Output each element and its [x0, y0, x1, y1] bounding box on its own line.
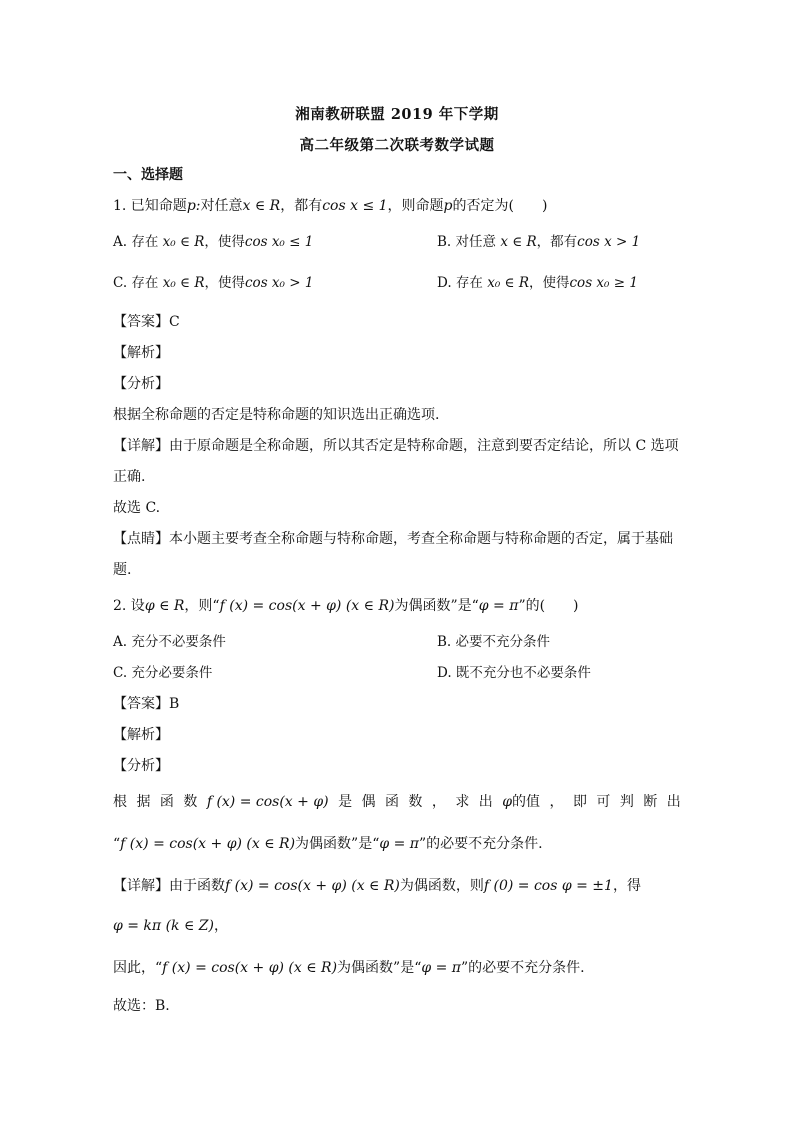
q2-fx-line2-expr: f (x) = cos(x + φ) (x ∈ R) — [120, 836, 296, 852]
q2-therefore-a: 因此，“ — [113, 960, 163, 976]
q1-stem-d: ，则命题 — [387, 198, 444, 214]
q2-fx-word: 出 — [666, 794, 681, 810]
q2-detail-line2 — [113, 916, 228, 936]
q2-stem-a: 2. 设 — [113, 598, 145, 614]
q2-fx-word: 函 — [384, 794, 399, 810]
q2-option-a: A. 充分不必要条件 — [113, 634, 226, 650]
q2-detail-b: 为偶函数，则 — [399, 878, 484, 894]
exam-title-line1: 湘南教研联盟 2019 年下学期 — [295, 106, 499, 123]
q1-stem-e: 的否定为( ) — [452, 198, 548, 214]
q2-stem-c: 为偶函数”是“ — [394, 598, 479, 614]
q2-fx-phi: φ — [502, 794, 513, 810]
q1-option-a-label: A. 存在 — [113, 234, 159, 250]
q1-answer: 【答案】C — [113, 314, 180, 330]
q2-detail-line2-expr: φ = kπ (k ∈ Z) — [113, 918, 214, 934]
q2-fx-word: 是 — [338, 794, 353, 810]
q2-fx-line2-phi: φ = π — [379, 836, 420, 852]
q1-stem-c: ，都有 — [280, 198, 323, 214]
q1-option-b-label: B. 对任意 — [437, 234, 497, 250]
q2-stem-d: ”的( ) — [518, 598, 579, 614]
q2-fx-word: 求 — [455, 794, 470, 810]
q1-p-var: p: — [186, 198, 201, 214]
q1-option-c — [113, 273, 313, 293]
q1-option-a-mid: ，使得 — [204, 234, 245, 250]
q2-jiexi: 【解析】 — [113, 727, 169, 743]
q2-detail-a: 【详解】由于函数 — [113, 878, 225, 894]
q1-option-c-mid: ，使得 — [204, 275, 245, 291]
q2-fx-line2-a: “ — [113, 836, 121, 852]
q1-option-d — [437, 273, 638, 293]
q1-stem-a: 1. 已知命题 — [113, 198, 187, 214]
q1-stem-b: 对任意 — [200, 198, 243, 214]
q2-fenxi-line2 — [113, 834, 543, 854]
q1-detail-2: 正确. — [113, 469, 146, 485]
q2-therefore — [113, 958, 585, 978]
q2-option-b: B. 必要不充分条件 — [437, 634, 551, 650]
q1-option-d-math2: cos x₀ ≥ 1 — [569, 275, 638, 291]
q1-dianjing-2: 题. — [113, 562, 132, 578]
q2-fx-word: 出 — [478, 794, 493, 810]
q1-option-b-math1: x ∈ R — [500, 234, 537, 250]
q1-cos-le1: cos x ≤ 1 — [322, 198, 388, 214]
q2-phi-eq-pi: φ = π — [478, 598, 519, 614]
q2-fenxi-line1 — [113, 792, 681, 812]
q1-option-a-math1: x₀ ∈ R — [162, 234, 205, 250]
q1-option-c-math2: cos x₀ > 1 — [245, 275, 314, 291]
q2-fx-line2-c: ”的必要不充分条件. — [419, 836, 543, 852]
q1-fenxi-text: 根据全称命题的否定是特称命题的知识选出正确选项. — [113, 407, 440, 423]
q2-detail-expr2: f (0) = cos φ = ±1 — [483, 878, 613, 894]
q2-fx-line2-b: 为偶函数”是“ — [295, 836, 380, 852]
q2-stem — [113, 596, 579, 616]
q1-fenxi: 【分析】 — [113, 376, 169, 392]
q2-option-d: D. 既不充分也不必要条件 — [437, 665, 591, 681]
q2-fx-word: 根 — [113, 794, 127, 810]
exam-title-line2: 高二年级第二次联考数学试题 — [299, 137, 495, 154]
q1-option-a-math2: cos x₀ ≤ 1 — [244, 234, 314, 250]
q1-stem — [113, 196, 547, 216]
q1-option-d-label: D. 存在 — [437, 275, 483, 291]
q2-fenxi: 【分析】 — [113, 758, 169, 774]
q2-fx-word: 判 — [619, 794, 634, 810]
q1-option-d-mid: ，使得 — [529, 275, 570, 291]
q1-p-var2: p — [443, 198, 453, 214]
q1-x-in-r: x ∈ R — [242, 198, 281, 214]
q2-fx-word: 数 — [408, 794, 423, 810]
q2-therefore-c: ”的必要不充分条件. — [461, 960, 585, 976]
q2-fx-word: ， — [549, 794, 564, 810]
q2-fx-word: ， — [431, 794, 446, 810]
q1-option-a — [113, 232, 313, 252]
q2-detail-expr: f (x) = cos(x + φ) (x ∈ R) — [225, 878, 400, 894]
q2-fx-word: 的值 — [512, 794, 541, 810]
q1-option-c-label: C. 存在 — [113, 275, 159, 291]
q2-fx-word: 据 — [136, 794, 151, 810]
q2-phi-in-r: φ ∈ R — [144, 598, 185, 614]
q2-detail-line2-tail: ， — [213, 918, 228, 934]
q1-option-c-math1: x₀ ∈ R — [162, 275, 205, 291]
q1-jiexi: 【解析】 — [113, 345, 169, 361]
q2-conclusion: 故选：B. — [113, 998, 170, 1014]
q2-therefore-b: 为偶函数”是“ — [337, 960, 422, 976]
q2-option-c: C. 充分必要条件 — [113, 665, 213, 681]
q1-dianjing-1: 【点睛】本小题主要考查全称命题与特称命题，考查全称命题与特称命题的否定，属于基础 — [113, 531, 673, 547]
q1-option-b-math2: cos x > 1 — [577, 234, 641, 250]
q2-fx-word: 可 — [596, 794, 611, 810]
q2-fx-word: 数 — [183, 794, 198, 810]
q2-therefore-expr: f (x) = cos(x + φ) (x ∈ R) — [162, 960, 338, 976]
q2-detail-c: ，得 — [612, 878, 641, 894]
q2-stem-b: ，则“ — [184, 598, 220, 614]
q2-detail-line1 — [113, 876, 641, 896]
q1-option-d-math1: x₀ ∈ R — [487, 275, 529, 291]
q2-fx-word: 断 — [643, 794, 658, 810]
q2-fx-word: 即 — [572, 794, 587, 810]
q2-fx-expr: f (x) = cos(x + φ) — [206, 794, 329, 810]
section-heading: 一、选择题 — [113, 167, 183, 183]
q2-therefore-phi: φ = π — [421, 960, 462, 976]
q2-answer: 【答案】B — [113, 696, 180, 712]
q1-option-b-mid: ，都有 — [536, 234, 578, 250]
q2-fx-word: 偶 — [361, 794, 376, 810]
q1-option-b — [437, 232, 640, 252]
q2-f-expr: f (x) = cos(x + φ) (x ∈ R) — [219, 598, 395, 614]
q2-fx-word: 函 — [159, 794, 174, 810]
q1-detail-1: 【详解】由于原命题是全称命题，所以其否定是特称命题，注意到要否定结论，所以 C 选项 — [113, 438, 679, 454]
q1-conclusion: 故选 C. — [113, 500, 161, 516]
